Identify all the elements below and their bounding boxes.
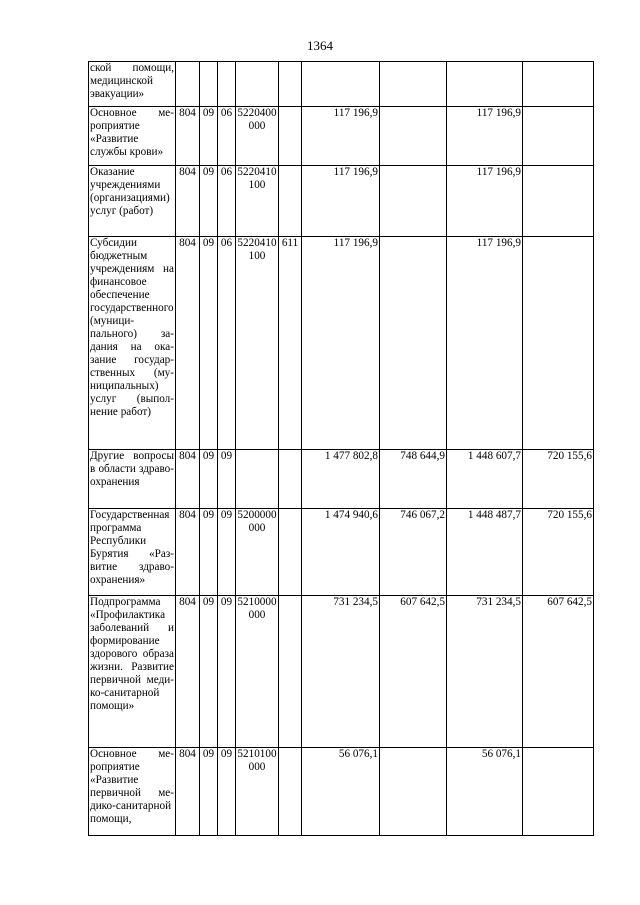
cell-rz: 09 bbox=[200, 450, 218, 509]
cell-sum1-fed bbox=[380, 748, 447, 836]
cell-sum1-fed: 746 067,2 bbox=[380, 509, 447, 596]
cell-name: Подпрограмма «Профилактика заболеваний и формирование здорового образа жизни. Развитие первичной медико-санитарной помощи» bbox=[89, 596, 176, 748]
cell-sum2: 1 448 607,7 bbox=[447, 450, 523, 509]
cell-rz: 09 bbox=[200, 596, 218, 748]
cell-sum2: 1 448 487,7 bbox=[447, 509, 523, 596]
cell-sum1-fed bbox=[380, 62, 447, 107]
cell-rz bbox=[200, 62, 218, 107]
cell-pr bbox=[218, 62, 236, 107]
cell-csr: 5210000000 bbox=[236, 596, 279, 748]
cell-csr: 5200000000 bbox=[236, 509, 279, 596]
cell-sum2: 117 196,9 bbox=[447, 107, 523, 166]
cell-sum2: 56 076,1 bbox=[447, 748, 523, 836]
cell-grbs: 804 bbox=[176, 450, 200, 509]
cell-grbs: 804 bbox=[176, 596, 200, 748]
cell-sum1: 731 234,5 bbox=[302, 596, 380, 748]
table-row bbox=[89, 748, 594, 836]
table-row bbox=[89, 166, 594, 237]
cell-grbs: 804 bbox=[176, 509, 200, 596]
table-row bbox=[89, 237, 594, 450]
cell-sum2: 117 196,9 bbox=[447, 166, 523, 237]
table-row bbox=[89, 62, 594, 107]
cell-sum1-fed bbox=[380, 107, 447, 166]
cell-name: Субсидии бюджетным учреждениям на финансовое обеспечение государственного (муниципального) задания на оказание государственных (муниципальных) услуг (выполнение работ) bbox=[89, 237, 176, 450]
cell-sum2 bbox=[447, 62, 523, 107]
cell-vr bbox=[279, 62, 302, 107]
cell-pr: 06 bbox=[218, 107, 236, 166]
cell-sum2-fed: 720 155,6 bbox=[523, 509, 594, 596]
cell-csr: 5220410100 bbox=[236, 237, 279, 450]
budget-table bbox=[88, 61, 594, 836]
cell-rz: 09 bbox=[200, 107, 218, 166]
cell-csr: 5210100000 bbox=[236, 748, 279, 836]
cell-sum2: 731 234,5 bbox=[447, 596, 523, 748]
cell-name: Другие вопросы в области здравоохранения bbox=[89, 450, 176, 509]
cell-vr bbox=[279, 450, 302, 509]
cell-csr: 5220410100 bbox=[236, 166, 279, 237]
cell-pr: 09 bbox=[218, 748, 236, 836]
cell-sum1: 1 474 940,6 bbox=[302, 509, 380, 596]
page-number: 1364 bbox=[307, 38, 333, 53]
cell-csr bbox=[236, 62, 279, 107]
table-row bbox=[89, 450, 594, 509]
cell-rz: 09 bbox=[200, 166, 218, 237]
cell-pr: 06 bbox=[218, 166, 236, 237]
cell-sum1 bbox=[302, 62, 380, 107]
cell-vr: 611 bbox=[279, 237, 302, 450]
cell-sum1-fed bbox=[380, 237, 447, 450]
cell-pr: 09 bbox=[218, 450, 236, 509]
cell-sum1: 1 477 802,8 bbox=[302, 450, 380, 509]
cell-vr bbox=[279, 107, 302, 166]
cell-sum2-fed bbox=[523, 107, 594, 166]
cell-rz: 09 bbox=[200, 237, 218, 450]
cell-vr bbox=[279, 509, 302, 596]
cell-grbs: 804 bbox=[176, 748, 200, 836]
cell-sum1-fed: 607 642,5 bbox=[380, 596, 447, 748]
cell-sum1: 117 196,9 bbox=[302, 166, 380, 237]
cell-grbs bbox=[176, 62, 200, 107]
cell-csr bbox=[236, 450, 279, 509]
cell-vr bbox=[279, 748, 302, 836]
cell-sum1-fed: 748 644,9 bbox=[380, 450, 447, 509]
cell-sum2: 117 196,9 bbox=[447, 237, 523, 450]
cell-name: Основное мероприятие «Развитие службы крови» bbox=[89, 107, 176, 166]
cell-sum2-fed: 607 642,5 bbox=[523, 596, 594, 748]
cell-vr bbox=[279, 596, 302, 748]
cell-pr: 09 bbox=[218, 509, 236, 596]
cell-rz: 09 bbox=[200, 509, 218, 596]
cell-sum2-fed bbox=[523, 748, 594, 836]
cell-name: Оказание учреждениями (организациями) услуг (работ) bbox=[89, 166, 176, 237]
cell-pr: 06 bbox=[218, 237, 236, 450]
cell-sum2-fed bbox=[523, 237, 594, 450]
cell-grbs: 804 bbox=[176, 166, 200, 237]
table-row bbox=[89, 107, 594, 166]
cell-sum2-fed: 720 155,6 bbox=[523, 450, 594, 509]
cell-sum1: 117 196,9 bbox=[302, 107, 380, 166]
cell-vr bbox=[279, 166, 302, 237]
cell-sum2-fed bbox=[523, 62, 594, 107]
table-row bbox=[89, 596, 594, 748]
cell-name: ской помощи, медицинской эвакуации» bbox=[89, 62, 176, 107]
cell-grbs: 804 bbox=[176, 237, 200, 450]
cell-sum1: 117 196,9 bbox=[302, 237, 380, 450]
cell-sum1-fed bbox=[380, 166, 447, 237]
cell-sum2-fed bbox=[523, 166, 594, 237]
cell-name: Государственная программа Республики Бурятия «Развитие здравоохранения» bbox=[89, 509, 176, 596]
cell-pr: 09 bbox=[218, 596, 236, 748]
cell-sum1: 56 076,1 bbox=[302, 748, 380, 836]
cell-rz: 09 bbox=[200, 748, 218, 836]
cell-name: Основное мероприятие «Развитие первичной медико-санитарной помощи, bbox=[89, 748, 176, 836]
cell-grbs: 804 bbox=[176, 107, 200, 166]
table-row bbox=[89, 509, 594, 596]
cell-csr: 5220400000 bbox=[236, 107, 279, 166]
